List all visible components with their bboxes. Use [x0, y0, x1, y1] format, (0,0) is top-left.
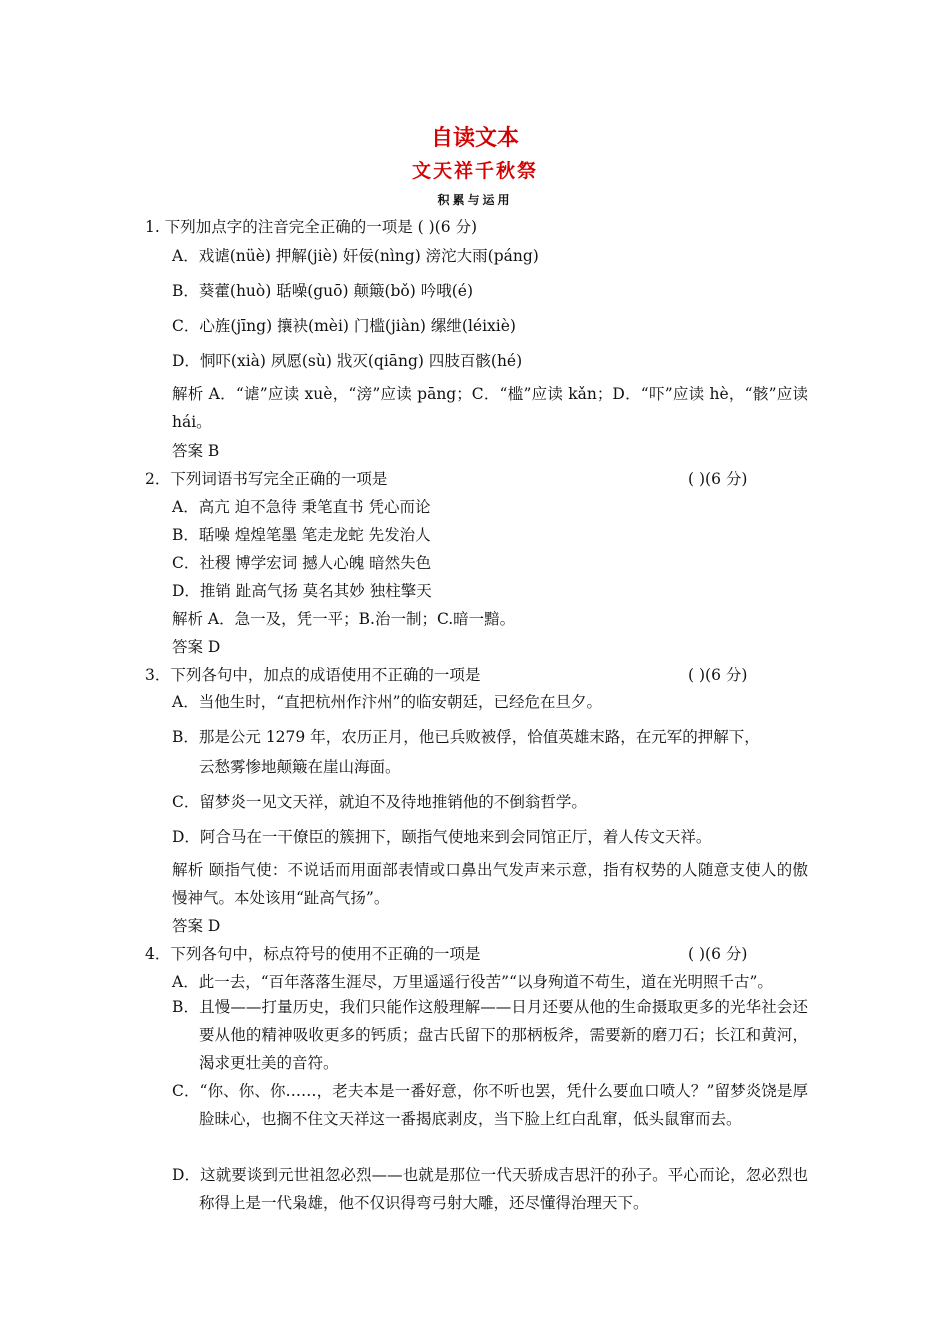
q4-option-a: A．此一去，“百年落落生涯尽，万里遥遥行役苦”“以身殉道不苟生，道在光明照千古”。	[172, 973, 773, 991]
section-heading: 积累与运用	[437, 193, 513, 207]
q1-stem: 1. 下列加点字的注音完全正确的一项是 ( )(6 分)	[145, 218, 478, 236]
q2-analysis: 解析 A．急一及，凭一平；B.治一制；C.暗一黯。	[172, 610, 516, 628]
q3-stem: 3．下列各句中，加点的成语使用不正确的一项是	[145, 666, 481, 684]
q1-option-a: A．戏谑(nüè) 押解(jiè) 奸佞(nìng) 滂沱大雨(páng)	[172, 247, 539, 265]
q1-option-d: D．恫吓(xià) 夙愿(sù) 戕灭(qiāng) 四肢百骸(hé)	[172, 352, 523, 370]
q1-analysis: 解析 A．“谑”应读 xuè，“滂”应读 pāng；C．“槛”应读 kǎn；D．“吓”应读 hè，“骸”应读 hái。	[172, 385, 808, 431]
q1-answer: 答案 B	[172, 442, 220, 460]
q2-option-d: D．推销 趾高气扬 莫名其妙 独柱擎天	[172, 582, 432, 600]
q2-option-a: A．高亢 迫不急待 秉笔直书 凭心而论	[172, 498, 431, 516]
page-subtitle: 文天祥千秋祭	[411, 160, 538, 182]
q2-option-b: B．聒噪 煌煌笔墨 笔走龙蛇 先发治人	[172, 526, 431, 544]
q4-option-d: D．这就要谈到元世祖忽必烈——也就是那位一代天骄成吉思汗的孙子。平心而论，忽必烈也称得上是一代枭雄，他不仅识得弯弓射大雕，还尽懂得治理天下。	[172, 1166, 808, 1212]
q3-option-d: D．阿合马在一干僚臣的簇拥下，颐指气使地来到会同馆正厅，着人传文天祥。	[172, 828, 712, 846]
q4-option-b: B．且慢——打量历史，我们只能作这般理解——日月还要从他的生命摄取更多的光华社会还要从他的精神吸收更多的钙质；盘古氏留下的那柄板斧，需要新的磨刀石；长江和黄河，渴求更壮美的音符。	[172, 998, 808, 1072]
q3-score-mark: ( )(6 分)	[688, 666, 748, 684]
q3-answer: 答案 D	[172, 917, 221, 935]
q4-option-c: C．“你、你、你……，老夫本是一番好意，你不听也罢，凭什么要血口喷人？”留梦炎饶是厚脸昧心，也搁不住文天祥这一番揭底剥皮，当下脸上红白乱窜，低头鼠窜而去。	[172, 1082, 808, 1128]
q3-option-a: A．当他生时，“直把杭州作汴州”的临安朝廷，已经危在旦夕。	[172, 693, 603, 711]
q4-stem: 4．下列各句中，标点符号的使用不正确的一项是	[145, 945, 481, 963]
q1-option-c: C．心旌(jīng) 攘袂(mèi) 门槛(jiàn) 缧绁(léixiè)	[172, 317, 516, 335]
page-title: 自读文本	[430, 125, 519, 151]
q3-option-b-cont: 云愁雾惨地颠簸在崖山海面。	[199, 758, 401, 776]
q3-option-b: B．那是公元 1279 年，农历正月，他已兵败被俘，恰值英雄末路，在元军的押解下，	[172, 728, 760, 746]
q1-option-b: B．葵藿(huò) 聒噪(guō) 颠簸(bǒ) 吟哦(é)	[172, 282, 474, 300]
q3-analysis: 解析 颐指气使：不说话而用面部表情或口鼻出气发声来示意，指有权势的人随意支使人的傲慢神气。本处该用“趾高气扬”。	[172, 861, 808, 907]
q2-stem: 2．下列词语书写完全正确的一项是	[145, 470, 388, 488]
q2-score-mark: ( )(6 分)	[688, 470, 748, 488]
q4-score-mark: ( )(6 分)	[688, 945, 748, 963]
q2-option-c: C．社稷 博学宏词 撼人心魄 暗然失色	[172, 554, 432, 572]
q3-option-c: C．留梦炎一见文天祥，就迫不及待地推销他的不倒翁哲学。	[172, 793, 587, 811]
q2-answer: 答案 D	[172, 638, 221, 656]
